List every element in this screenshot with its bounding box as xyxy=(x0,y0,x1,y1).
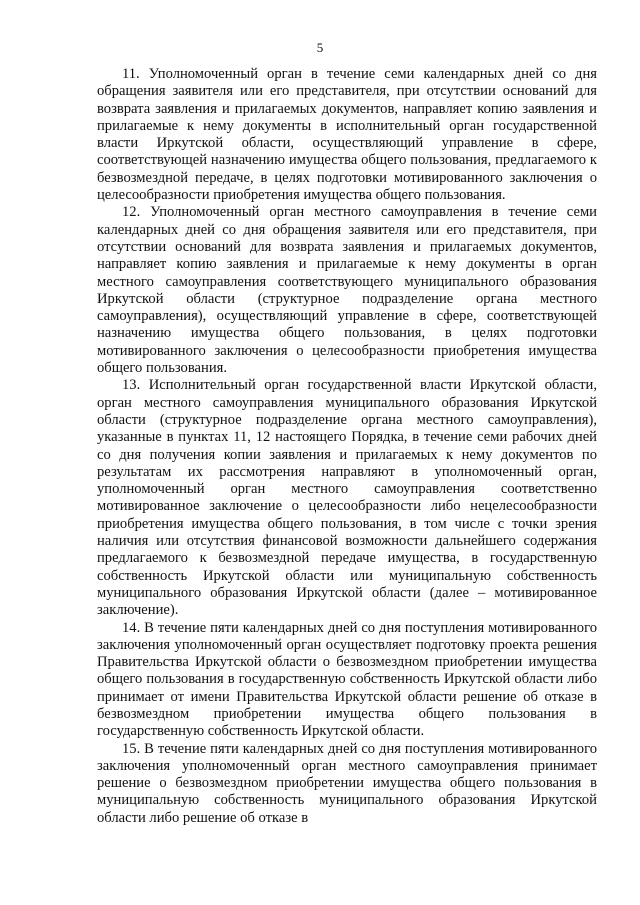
paragraph-14: 14. В течение пяти календарных дней со дня поступления мотивированного заключения уполномоченный орган осуществляет подготовку проекта решения Правительства Иркутской области о безвозмездном приобретении имущества общего пользования в государственную собственность Иркутской области либо принимает от имени Правительства Иркутской области решение об отказе в безвозмездном приобретении имущества общего пользования в государственную собственность Иркутской области. xyxy=(97,619,597,740)
document-body xyxy=(97,66,597,827)
paragraph-15: 15. В течение пяти календарных дней со дня поступления мотивированного заключения уполномоченный орган местного самоуправления принимает решение о безвозмездном приобретении имущества общего пользования в муниципальную собственность муниципального образования Иркутской области либо решение об отказе в xyxy=(97,740,597,826)
paragraph-13: 13. Исполнительный орган государственной власти Иркутской области, орган местного самоуправления муниципального образования Иркутской области (структурное подразделение органа местного самоуправления), указанные в пунктах 11, 12 настоящего Порядка, в течение семи рабочих дней со дня получения копии заявления и прилагаемых к нему документов по результатам их рассмотрения направляют в уполномоченный орган, уполномоченный орган местного самоуправления соответственно мотивированное заключение о целесообразности либо нецелесообразности приобретения имущества общего пользования, в том числе с точки зрения наличия или отсутствия финансовой возможности дальнейшего содержания предлагаемого к безвозмездной передаче имущества, в государственную собственность Иркутской области или муниципальную собственность муниципального образования Иркутской области (далее – мотивированное заключение). xyxy=(97,377,597,619)
page-number: 5 xyxy=(316,40,324,55)
paragraph-11: 11. Уполномоченный орган в течение семи календарных дней со дня обращения заявителя или его представителя, при отсутствии оснований для возврата заявления и прилагаемых документов, направляет копию заявления и прилагаемые к нему документы в исполнительный орган государственной власти Иркутской области, осуществляющий управление в сфере, соответствующей назначению имущества общего пользования, предлагаемого к безвозмездной передаче, в целях подготовки мотивированного заключения о целесообразности приобретения имущества общего пользования. xyxy=(97,66,597,204)
paragraph-12: 12. Уполномоченный орган местного самоуправления в течение семи календарных дней со дня обращения заявителя или его представителя, при отсутствии оснований для возврата заявления и прилагаемых документов, направляет копию заявления и прилагаемые к нему документы в орган местного самоуправления соответствующего муниципального образования Иркутской области (структурное подразделение органа местного самоуправления), осуществляющий управление в сфере, соответствующей назначению имущества общего пользования, в целях подготовки мотивированного заключения о целесообразности приобретения имущества общего пользования. xyxy=(97,204,597,377)
